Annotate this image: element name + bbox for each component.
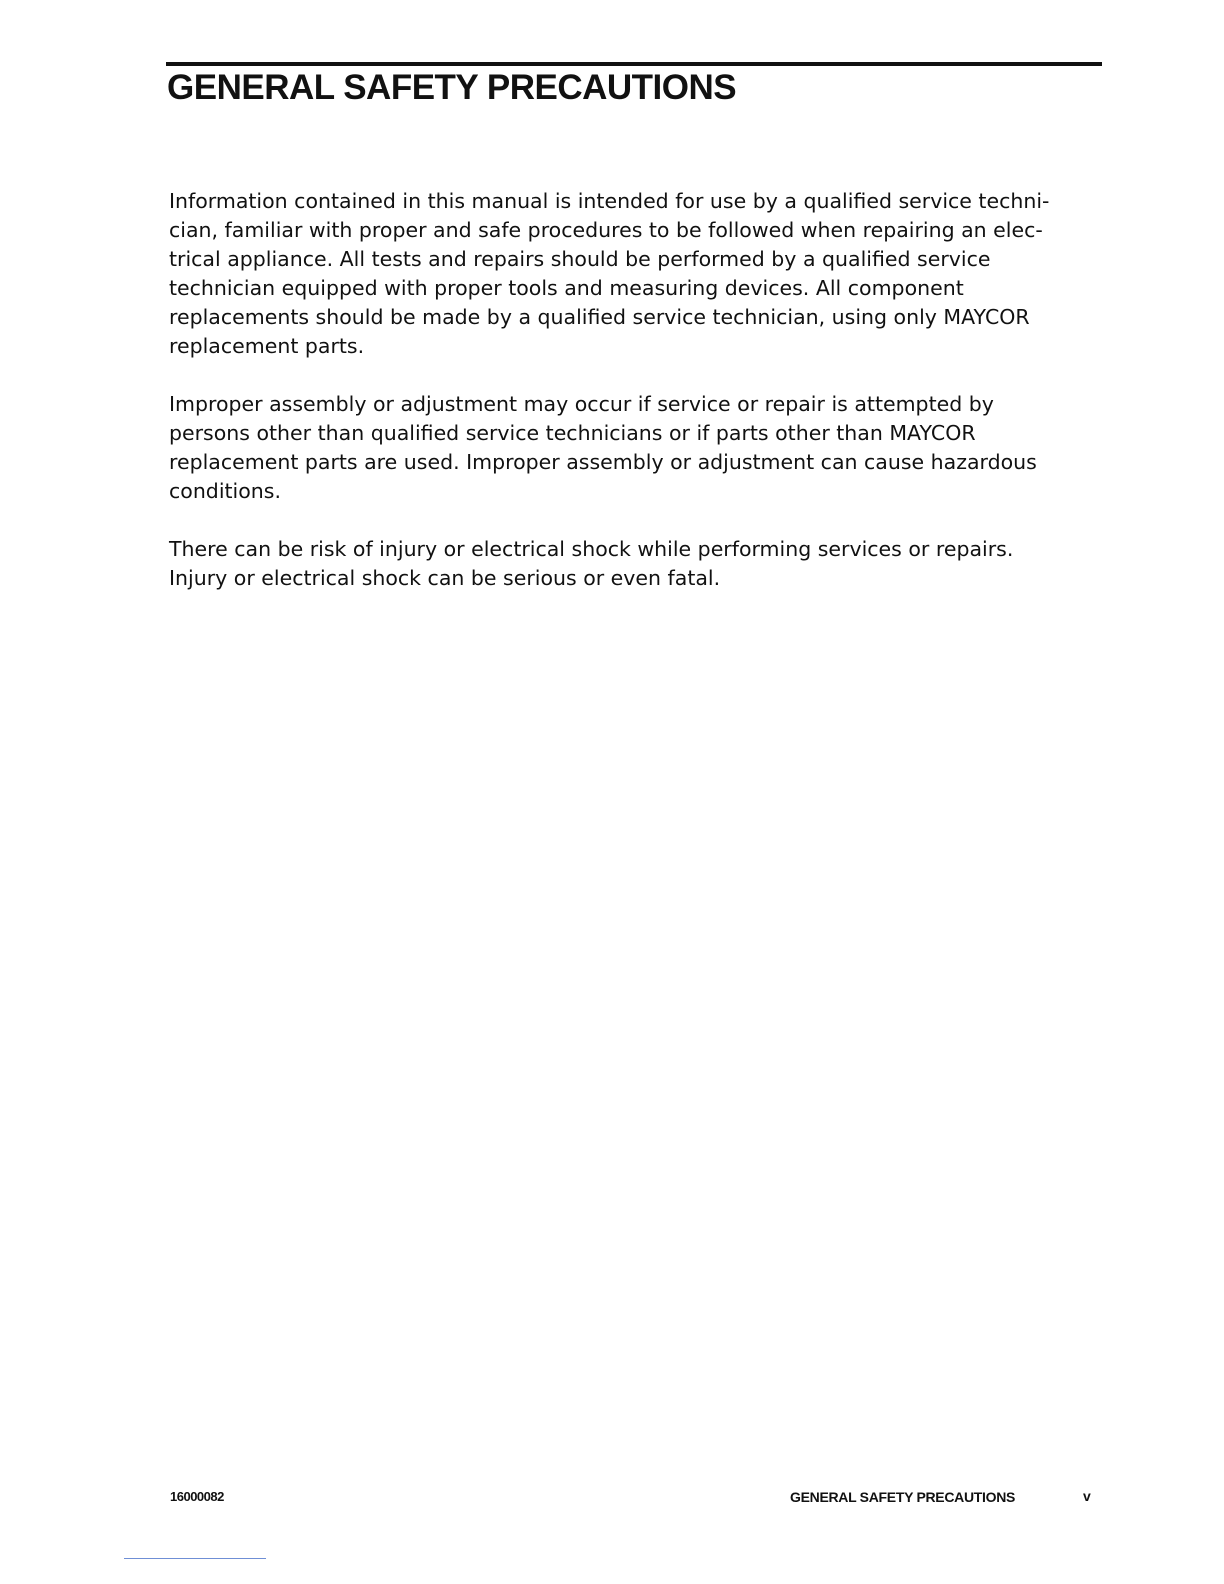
page-title: GENERAL SAFETY PRECAUTIONS [167,68,737,107]
paragraph-qualified-technician: Information contained in this manual is intended for use by a qualified service techni- cian, familiar with proper and safe procedures to be followed when repairing an elec- trical appliance. All tests and repairs should be performed by a qualified service technician equipped with proper tools and measuring devices. All component replacements should be made by a qualified service technician, using only MAYCOR replacement parts. [169,189,1050,358]
footer-section-title: GENERAL SAFETY PRECAUTIONS [790,1489,1016,1505]
paragraph-risk-of-injury: There can be risk of injury or electrical shock while performing services or repairs. Injury or electrical shock can be serious or even fatal. [169,537,1014,590]
paragraph-improper-assembly: Improper assembly or adjustment may occur if service or repair is attempted by persons other than qualified service technicians or if parts other than MAYCOR replacement parts are used. Improper assembly or adjustment can cause hazardous conditions. [169,392,1037,503]
scan-mark-line [124,1558,266,1559]
footer-page-number: v [1083,1488,1091,1504]
footer-doc-number: 16000082 [170,1489,224,1504]
body-text [169,187,1104,622]
